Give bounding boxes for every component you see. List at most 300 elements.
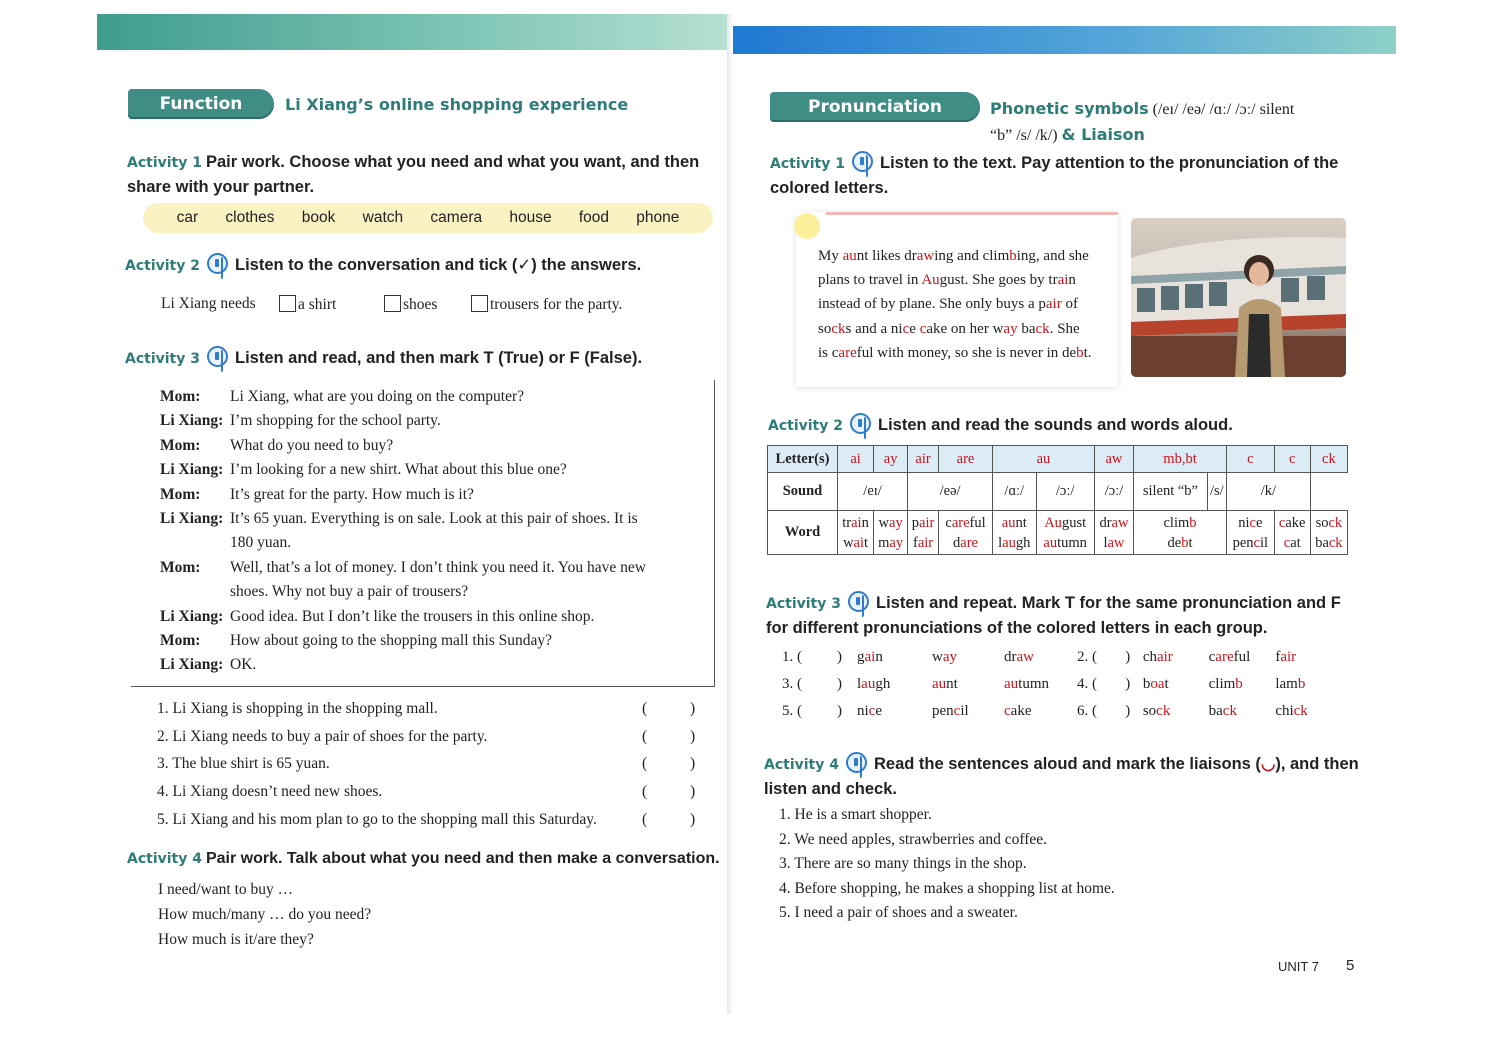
activity2-header xyxy=(125,253,725,275)
table-row-sounds xyxy=(768,473,1348,511)
word-cell xyxy=(1094,511,1133,555)
word-suffix: ful xyxy=(1233,649,1251,665)
colored-letters: c xyxy=(1004,703,1011,719)
passage-line xyxy=(818,341,1113,365)
activity2-options xyxy=(161,295,622,314)
dialogue-line xyxy=(160,653,710,677)
word-top xyxy=(838,513,873,533)
group-word xyxy=(1209,649,1276,666)
activity-label: Activity 3 xyxy=(766,596,841,612)
word-top xyxy=(1095,513,1133,533)
word-suffix: e xyxy=(875,703,883,719)
passage-text: s and a ni xyxy=(845,320,903,337)
word-cell xyxy=(938,511,992,555)
answer-paren-close: ) xyxy=(690,699,696,717)
colored-letters: air xyxy=(1156,649,1173,665)
colored-letters: ai xyxy=(851,514,862,531)
answer-paren-open[interactable]: ( xyxy=(642,699,648,717)
word-prefix: c xyxy=(1208,649,1216,665)
colored-letters: aw xyxy=(1016,649,1034,665)
word-prefix: m xyxy=(878,534,890,551)
word-bottom xyxy=(838,533,873,553)
word-cell xyxy=(1274,511,1310,555)
word-cell xyxy=(874,511,908,555)
answer-paren-close: ) xyxy=(690,782,696,800)
answer-paren-close: ) xyxy=(690,810,696,828)
speaker-name: Mom: xyxy=(160,388,201,405)
choice-word[interactable]: phone xyxy=(636,209,680,226)
activity-label: Activity 4 xyxy=(127,851,202,867)
word-cell xyxy=(838,511,874,555)
word-cell xyxy=(1226,511,1274,555)
word-suffix: tumn xyxy=(1018,676,1050,692)
speaker-name: Li Xiang: xyxy=(160,461,224,479)
passage-text: . She xyxy=(1049,320,1080,337)
word-cell xyxy=(1036,511,1094,555)
dialogue-text: Li Xiang, what are you doing on the computer? xyxy=(230,388,524,405)
checkbox[interactable] xyxy=(471,295,488,312)
sound-cell: /ɔː/ xyxy=(1036,473,1094,511)
colored-letters: au xyxy=(1002,534,1016,551)
dialogue-continuation: shoes. Why not buy a pair of trousers? xyxy=(230,583,469,601)
sentence: 3. There are so many things in the shop. xyxy=(779,855,1027,872)
pronunciation-group xyxy=(782,649,1077,666)
answer-paren-open[interactable]: ( xyxy=(642,782,648,800)
colored-letters: ai xyxy=(1057,272,1069,289)
word-suffix: gust xyxy=(1061,514,1087,531)
word-prefix: c xyxy=(945,514,952,531)
letter-cell: ay xyxy=(874,446,908,473)
passage-text: e xyxy=(909,320,920,337)
group-row xyxy=(782,698,1342,725)
colored-letters: air xyxy=(917,534,934,551)
group-word xyxy=(932,649,1004,666)
passage-text: of xyxy=(1061,296,1078,313)
word-prefix: w xyxy=(932,649,943,665)
colored-letters: ck xyxy=(1156,703,1171,719)
word-prefix: lam xyxy=(1275,676,1298,692)
colored-letters: ck xyxy=(1035,320,1050,337)
colored-letters: c xyxy=(1253,534,1260,551)
title-bold: Phonetic symbols xyxy=(990,99,1149,118)
letter-cell: au xyxy=(993,446,1095,473)
word-top xyxy=(1227,513,1274,533)
word-prefix: ba xyxy=(1315,534,1329,551)
colored-letters: ck xyxy=(1293,703,1308,719)
colored-letters: aw xyxy=(1111,514,1129,531)
conversation-prompts xyxy=(158,877,371,952)
word-prefix: ch xyxy=(1142,649,1157,665)
group-word xyxy=(857,649,932,666)
group-word xyxy=(1004,703,1076,720)
choice-word[interactable]: watch xyxy=(362,209,404,226)
group-number[interactable]: 4. ( xyxy=(1077,676,1097,692)
group-paren-close: ) xyxy=(1125,676,1131,692)
colored-letters: b xyxy=(1235,676,1243,692)
group-word xyxy=(932,703,1004,720)
pronunciation-group xyxy=(782,703,1077,720)
r-activity3-instruction: Listen and repeat. Mark T for the same pronunciation and F for different pronunciations of the colored letters in each group. xyxy=(766,594,1341,637)
passage-text: My xyxy=(818,248,843,264)
word-prefix: f xyxy=(912,534,918,551)
colored-letters: ay xyxy=(1003,320,1018,337)
group-word xyxy=(1209,676,1276,693)
word-cell xyxy=(908,511,939,555)
colored-letters: air xyxy=(919,514,935,531)
word-prefix: f xyxy=(1275,649,1281,665)
colored-letters: au xyxy=(861,676,876,692)
group-word xyxy=(1004,649,1076,666)
checkbox[interactable] xyxy=(279,295,296,312)
group-word xyxy=(857,676,932,693)
tf-statement xyxy=(157,723,717,751)
table-row-letters xyxy=(768,446,1348,473)
activity4-header xyxy=(127,850,732,868)
speaker-name: Li Xiang: xyxy=(160,412,224,430)
word-suffix: t xyxy=(1188,534,1193,551)
passage-text: plans to travel in xyxy=(818,272,922,289)
audio-speaker-icon[interactable] xyxy=(207,346,228,367)
word-bottom xyxy=(1275,533,1310,553)
choice-word[interactable]: house xyxy=(509,209,552,226)
title-rest: (/eɪ/ /eə/ /ɑː/ /ɔː/ silent xyxy=(1152,101,1295,118)
dialogue-text: What do you need to buy? xyxy=(230,436,394,454)
pronunciation-group xyxy=(782,676,1077,693)
dialogue-line xyxy=(160,605,710,629)
activity-label: Activity 2 xyxy=(125,258,200,274)
passage-text: ba xyxy=(1017,320,1036,337)
dialogue-text: How about going to the shopping mall this Sunday? xyxy=(230,632,553,650)
passage-line xyxy=(818,268,1113,292)
audio-speaker-icon[interactable] xyxy=(846,752,867,773)
sentence: 4. Before shopping, he makes a shopping list at home. xyxy=(779,879,1115,897)
group-word xyxy=(1143,703,1209,720)
word-bottom xyxy=(1227,533,1274,553)
word-prefix: so xyxy=(1142,703,1157,719)
checkmark-icon: ✓ xyxy=(517,256,532,274)
word-bottom xyxy=(874,533,907,553)
group-word xyxy=(1209,703,1276,720)
word-bottom xyxy=(908,533,938,553)
colored-letters: Au xyxy=(921,272,940,289)
word-bottom xyxy=(993,533,1036,553)
colored-letters: b xyxy=(1297,676,1306,692)
sound-table xyxy=(767,445,1348,555)
word-prefix: chi xyxy=(1275,703,1294,719)
word-suffix: t xyxy=(864,534,869,551)
word-prefix: tr xyxy=(842,514,852,531)
prompt-line: How much/many … do you need? xyxy=(158,906,372,923)
dialogue-text: OK. xyxy=(230,656,257,674)
sentence: 1. He is a smart shopper. xyxy=(779,806,932,823)
dialogue-line xyxy=(160,483,710,507)
word-prefix: l xyxy=(1103,534,1108,551)
colored-letters: are xyxy=(838,344,857,361)
group-word xyxy=(1275,649,1342,666)
choice-word[interactable]: camera xyxy=(430,209,483,226)
option-item[interactable] xyxy=(279,295,384,314)
word-prefix: clim xyxy=(1208,676,1236,692)
speaker-name: Li Xiang: xyxy=(160,607,224,625)
word-suffix: gh xyxy=(875,676,891,692)
table-row-words xyxy=(768,511,1348,555)
word-prefix: ni xyxy=(857,703,869,719)
colored-letters: b xyxy=(1076,344,1084,361)
colored-letters: ay xyxy=(889,514,903,531)
r-activity2-instruction: Listen and read the sounds and words aloud. xyxy=(877,416,1233,434)
dialogue-line xyxy=(160,409,710,433)
word-prefix: pen xyxy=(932,703,954,719)
word-suffix: n xyxy=(875,649,883,665)
word-prefix: de xyxy=(1167,534,1182,551)
statement-text: 5. Li Xiang and his mom plan to go to the shopping mall this Saturday. xyxy=(157,810,597,828)
colored-letters: ck xyxy=(831,320,846,337)
row-label: Word xyxy=(768,511,838,555)
dialogue xyxy=(160,385,710,678)
colored-letters: ck xyxy=(1328,534,1343,551)
tf-statement xyxy=(157,778,717,806)
speaker-name: Mom: xyxy=(160,485,201,503)
letter-cell: ai xyxy=(838,446,874,473)
group-number[interactable]: 5. ( xyxy=(782,703,802,719)
tf-statement xyxy=(157,750,717,778)
word-prefix: g xyxy=(857,649,865,665)
sentence: 2. We need apples, strawberries and coffee. xyxy=(779,830,1048,848)
title-line2: “b” /s/ /k/) xyxy=(990,127,1058,144)
option-label: shoes xyxy=(403,296,438,313)
footer-unit: UNIT 7 xyxy=(1278,959,1319,974)
dialogue-text: I’m looking for a new shirt. What about this blue one? xyxy=(230,461,567,479)
colored-letters: aw xyxy=(916,248,935,264)
group-word xyxy=(1143,649,1209,666)
dialogue-line xyxy=(160,434,710,458)
row-label: Letter(s) xyxy=(768,446,838,473)
train-station-photo xyxy=(1131,218,1346,377)
colored-letters: oa xyxy=(1150,676,1165,692)
answer-paren-open[interactable]: ( xyxy=(642,755,648,773)
colored-letters: c xyxy=(1283,534,1291,551)
dialogue-continuation: 180 yuan. xyxy=(230,534,292,552)
r-activity1-header xyxy=(770,151,1370,201)
word-prefix: p xyxy=(911,514,920,531)
colored-letters: au xyxy=(842,248,857,264)
pronunciation-group xyxy=(1077,649,1342,666)
passage-text: t. xyxy=(1083,344,1092,361)
answer-paren-close: ) xyxy=(690,755,696,773)
word-suffix: at xyxy=(1290,534,1301,551)
word-prefix: dr xyxy=(1099,514,1112,531)
group-row xyxy=(782,671,1342,698)
word-prefix: ba xyxy=(1208,703,1223,719)
letter-cell: aw xyxy=(1094,446,1133,473)
audio-speaker-icon[interactable] xyxy=(850,413,871,434)
page-number: 5 xyxy=(1346,957,1355,974)
activity2-instruction-a: Listen to the conversation and tick ( xyxy=(234,256,518,274)
passage-text: ful with money, so she is never in de xyxy=(856,344,1077,361)
word-suffix: ful xyxy=(969,514,986,531)
r-activity4-instruction-a: Read the sentences aloud and mark the liaisons ( xyxy=(873,755,1261,773)
passage-line xyxy=(818,292,1113,316)
group-word xyxy=(1275,703,1342,720)
dialogue-text: Good idea. But I don’t like the trousers in this online shop. xyxy=(230,607,595,625)
audio-speaker-icon[interactable] xyxy=(848,591,869,612)
word-cell xyxy=(1310,511,1347,555)
tf-statements xyxy=(157,695,717,833)
group-word xyxy=(1143,676,1209,693)
r-activity4-header xyxy=(764,752,1364,802)
dialogue-line xyxy=(160,507,710,531)
answer-paren-open[interactable]: ( xyxy=(642,810,648,828)
statement-text: 4. Li Xiang doesn’t need new shoes. xyxy=(157,782,383,800)
sound-cell: /ɔː/ xyxy=(1094,473,1133,511)
dialogue-line xyxy=(160,385,710,409)
colored-letters: au xyxy=(932,676,947,692)
word-top xyxy=(993,513,1036,533)
passage-line xyxy=(818,317,1113,341)
word-suffix: ake xyxy=(1010,703,1032,719)
activity4-instruction: Pair work. Talk about what you need and then make a conversation. xyxy=(205,850,720,867)
speaker-name: Mom: xyxy=(160,632,201,650)
word-top xyxy=(874,513,907,533)
colored-letters: Au xyxy=(1044,514,1062,531)
group-number[interactable]: 1. ( xyxy=(782,649,802,665)
word-top xyxy=(1037,513,1094,533)
activity3-header xyxy=(125,346,725,368)
passage-text: instead of by plane. She only buys a p xyxy=(818,296,1046,313)
colored-letters: ck xyxy=(1328,514,1343,531)
speaker-name: Li Xiang: xyxy=(160,510,224,528)
options-lead: Li Xiang needs xyxy=(161,295,256,312)
option-item[interactable] xyxy=(384,295,471,314)
passage-text: is c xyxy=(818,344,839,361)
letter-cell: are xyxy=(938,446,992,473)
colored-letters: ai xyxy=(853,534,865,551)
sound-cell: /eə/ xyxy=(908,473,993,511)
activity-label: Activity 3 xyxy=(125,351,200,367)
passage-text: so xyxy=(818,320,832,337)
group-word xyxy=(932,676,1004,693)
word-suffix: il xyxy=(960,703,969,719)
r-activity2-header xyxy=(768,413,1368,435)
word-bottom xyxy=(1095,533,1133,553)
group-number[interactable]: 3. ( xyxy=(782,676,802,692)
colored-letters: au xyxy=(1004,676,1019,692)
pronunciation-groups xyxy=(782,644,1342,725)
word-prefix: w xyxy=(878,514,890,531)
passage-line xyxy=(818,244,1113,268)
word-top xyxy=(1311,513,1347,533)
dialogue-text: It’s great for the party. How much is it? xyxy=(230,485,474,503)
sound-cell: silent “b” xyxy=(1134,473,1208,511)
activity-label: Activity 4 xyxy=(764,757,839,773)
row-label: Sound xyxy=(768,473,838,511)
word-prefix: w xyxy=(843,534,854,551)
colored-letters: are xyxy=(951,514,970,531)
section-label-function: Function xyxy=(128,89,274,119)
dialogue-line xyxy=(160,629,710,653)
word-bottom xyxy=(1134,533,1226,553)
choice-word[interactable]: book xyxy=(301,209,336,226)
header-bar-left xyxy=(97,14,730,50)
word-suffix: il xyxy=(1259,534,1269,551)
word-suffix: tumn xyxy=(1057,534,1087,551)
word-suffix: gh xyxy=(1015,534,1031,551)
statement-text: 3. The blue shirt is 65 yuan. xyxy=(157,755,330,773)
option-item[interactable] xyxy=(471,295,622,314)
choice-word[interactable]: food xyxy=(578,209,610,226)
passage-text: n xyxy=(1068,272,1076,289)
word-suffix: nt xyxy=(1015,514,1027,531)
pin-dot-icon xyxy=(794,213,820,239)
activity2-instruction-b: ) the answers. xyxy=(531,256,642,274)
audio-speaker-icon[interactable] xyxy=(852,151,873,172)
sentence: 5. I need a pair of shoes and a sweater. xyxy=(779,904,1018,921)
group-paren-close: ) xyxy=(837,649,842,665)
group-word xyxy=(857,703,932,720)
colored-letters: are xyxy=(1215,649,1234,665)
r-activity3-header xyxy=(766,591,1366,641)
letter-cell: mb,bt xyxy=(1134,446,1227,473)
liaison-sentences xyxy=(779,803,1115,926)
statement-text: 1. Li Xiang is shopping in the shopping mall. xyxy=(157,699,438,717)
group-number[interactable]: 2. ( xyxy=(1077,649,1097,665)
dialogue-text: Well, that’s a lot of money. I don’t think you need it. You have new xyxy=(230,558,646,576)
sound-cell: /k/ xyxy=(1226,473,1310,511)
section-title: Li Xiang’s online shopping experience xyxy=(285,95,629,114)
group-word xyxy=(1004,676,1076,693)
letter-cell: ck xyxy=(1310,446,1347,473)
tf-statement xyxy=(157,806,717,834)
pronunciation-group xyxy=(1077,703,1342,720)
word-suffix: t xyxy=(1164,676,1169,692)
card-top-rule xyxy=(826,212,1118,215)
word-suffix: nt xyxy=(946,676,958,692)
group-paren-close: ) xyxy=(1125,649,1131,665)
activity1-header xyxy=(127,150,727,200)
option-label: a shirt xyxy=(298,296,337,313)
passage-text: ing, and she xyxy=(1016,248,1089,264)
answer-paren-open[interactable]: ( xyxy=(642,727,648,745)
word-choice-box xyxy=(143,203,713,233)
passage-text: ing and clim xyxy=(934,248,1010,264)
reading-passage xyxy=(818,244,1113,365)
group-row xyxy=(782,644,1342,671)
colored-letters: ay xyxy=(889,534,904,551)
checkbox[interactable] xyxy=(384,295,401,312)
choice-word[interactable]: clothes xyxy=(225,209,275,226)
group-number[interactable]: 6. ( xyxy=(1077,703,1097,719)
colored-letters: ai xyxy=(864,649,876,665)
colored-letters: au xyxy=(1043,534,1058,551)
tf-statement xyxy=(157,695,717,723)
passage-text: nt likes dr xyxy=(856,248,917,264)
colored-letters: c xyxy=(902,320,910,337)
word-top xyxy=(939,513,992,533)
audio-speaker-icon[interactable] xyxy=(207,253,228,274)
title-tail: & Liaison xyxy=(1061,125,1145,144)
colored-letters: b xyxy=(1009,248,1017,264)
letter-cell: c xyxy=(1274,446,1310,473)
colored-letters: air xyxy=(1280,649,1297,665)
choice-word[interactable]: car xyxy=(176,209,199,226)
word-prefix: dr xyxy=(1004,649,1017,665)
activity1-instruction: Pair work. Choose what you need and what you want, and then share with your partner. xyxy=(127,153,700,196)
pronunciation-group xyxy=(1077,676,1342,693)
liaison-mark-icon: ◡ xyxy=(1260,755,1276,773)
prompt-line: I need/want to buy … xyxy=(158,881,294,898)
word-prefix: clim xyxy=(1163,514,1190,531)
word-suffix: e xyxy=(1255,514,1263,531)
